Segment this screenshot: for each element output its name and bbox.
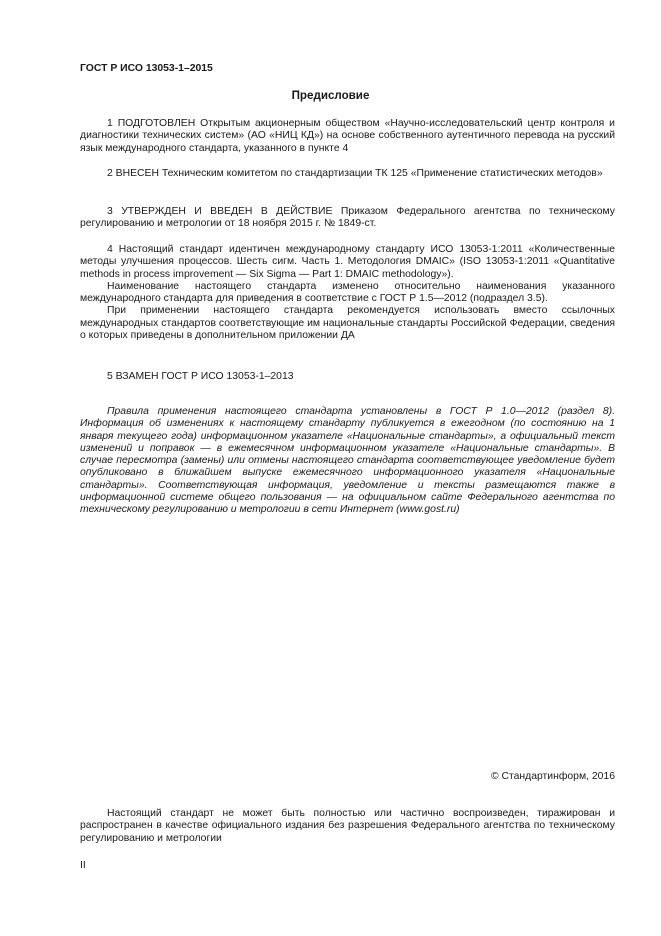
preface-item-3-text: 3 УТВЕРЖДЕН И ВВЕДЕН В ДЕЙСТВИЕ Приказом Федерального агентства по техническому регулированию и метрологии от 18 ноября 2015 г. № 1849-ст. [80,206,615,230]
preface-item-3 [80,206,615,231]
preface-item-5 [80,371,615,383]
reproduction-notice-text: Настоящий стандарт не может быть полностью или частично воспроизведен, тиражирован и распространен в качестве официального издания без разрешения Федерального агентства по техническому регулированию и метрологии [80,808,615,844]
preface-item-2 [80,168,615,180]
preface-item-2-text: 2 ВНЕСЕН Техническим комитетом по стандартизации ТК 125 «Применение статистических методов» [107,168,603,179]
preface-item-4-note-name: Наименование настоящего стандарта изменено относительно наименования указанного международного стандарта для приведения в соответствие с ГОСТ Р 1.5—2012 (подраздел 3.5). [80,280,615,305]
document-code-header: ГОСТ Р ИСО 13053-1–2015 [80,63,213,74]
preface-item-1-text: 1 ПОДГОТОВЛЕН Открытым акционерным обществом «Научно-исследовательский центр контроля и диагностики технических систем» (АО «НИЦ КД») на основе собственного аутентичного перевода на русский язык международного стандарта, указанного в пункте 4 [80,118,615,154]
preface-item-4-note-application: При применении настоящего стандарта рекомендуется использовать вместо ссылочных международных стандартов соответствующие им национальные стандарты Российской Федерации, сведения о которых приведены в дополнительном приложении ДА [80,305,615,342]
page-number: II [80,860,86,871]
copyright-line: © Стандартинформ, 2016 [490,771,615,782]
preface-item-4-text: 4 Настоящий стандарт идентичен международному стандарту ИСО 13053-1:2011 «Количественные методы улучшения процессов. Шесть сигм. Часть 1. Методология DMAIC» (ISO 13053-1:2011 «Quantitative methods in process improvement — Six Sigma — Part 1: DMAIC methodology»). [80,244,615,280]
preface-item-4 [80,244,615,342]
reproduction-notice [80,808,615,845]
preface-item-1 [80,118,615,155]
application-rules-notice [80,406,615,517]
preface-item-5-text: 5 ВЗАМЕН ГОСТ Р ИСО 13053-1–2013 [107,371,294,382]
application-rules-notice-text: Правила применения настоящего стандарта установлены в ГОСТ Р 1.0—2012 (раздел 8). Информация об изменениях к настоящему стандарту публикуется в ежегодном (по состоянию на 1 января текущего года) информационном указателе «Национальные стандарты», а официальный текст изменений и поправок — в ежемесячном информационном указателе «Национальные стандарты». В случае пересмотра (замены) или отмены настоящего стандарта соответствующее уведомление будет опубликовано в ближайшем выпуске ежемесячного информационного указателя «Национальные стандарты». Соответствующая информация, уведомление и тексты размещаются также в информационной системе общего пользования — на официальном сайте Федерального агентства по техническому регулированию и метрологии в сети Интернет (www.gost.ru) [80,406,615,516]
page-title: Предисловие [291,89,370,102]
